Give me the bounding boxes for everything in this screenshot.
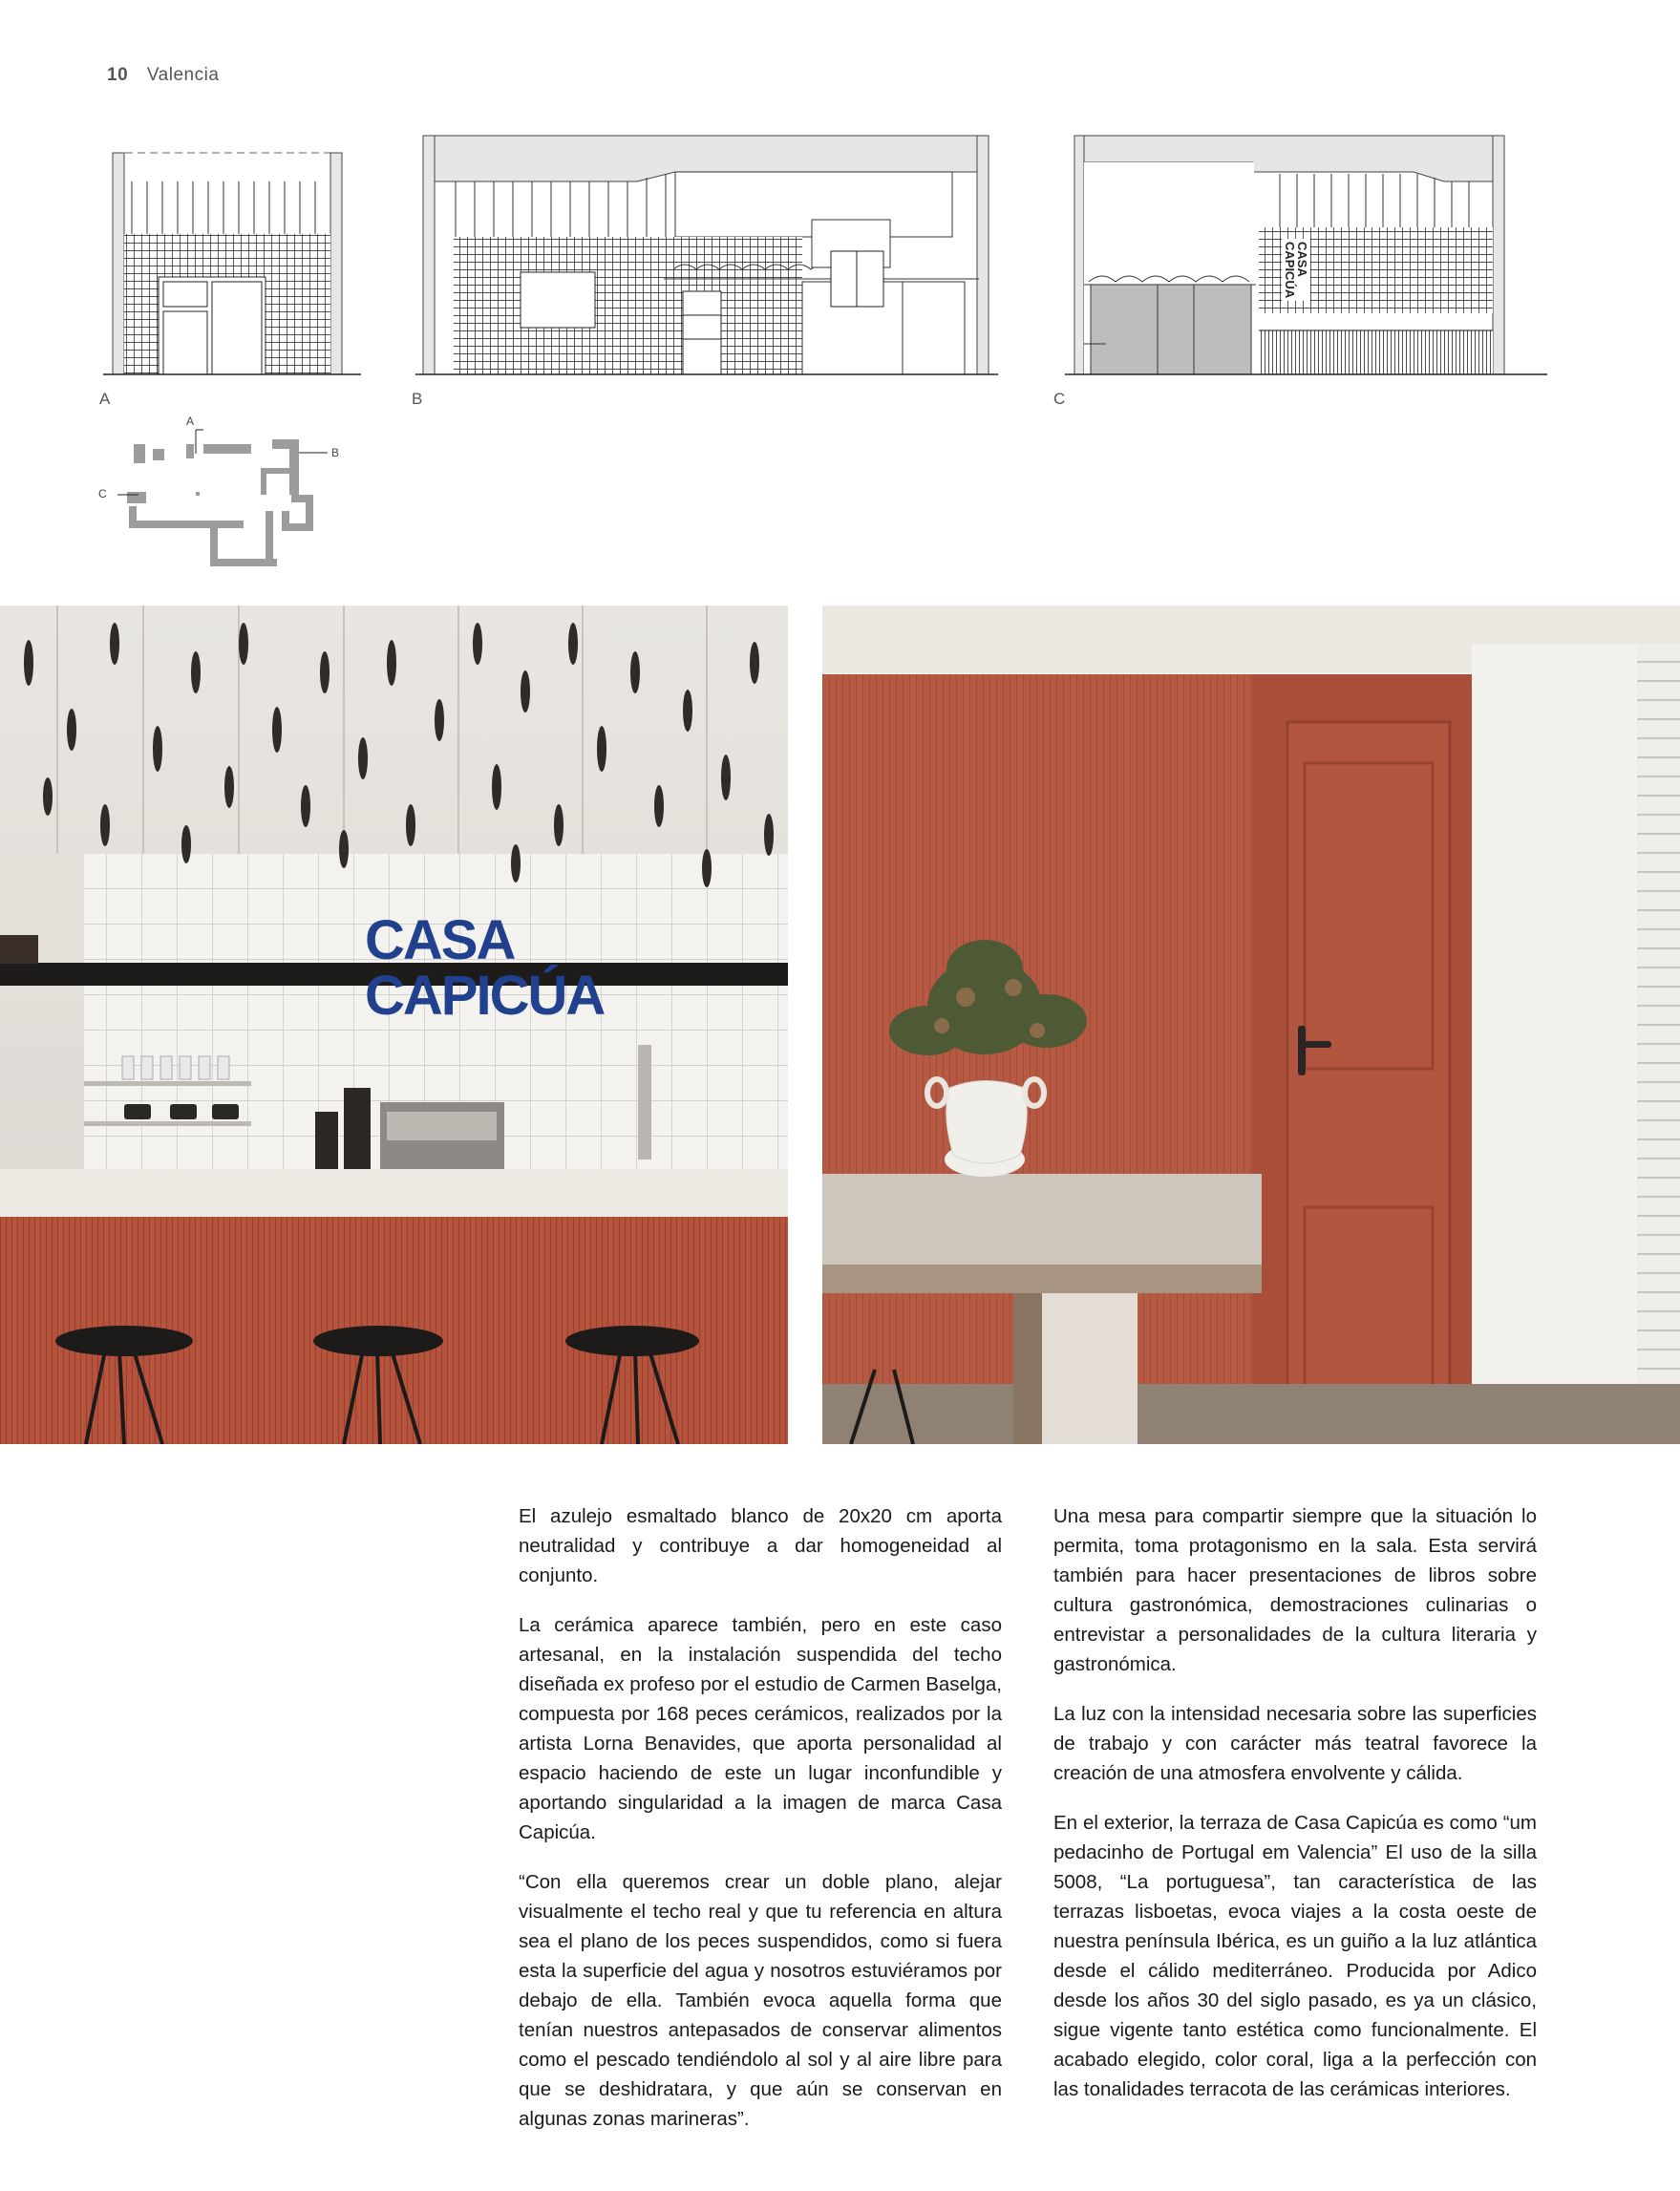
elevation-c-drawing [1051,124,1566,382]
paragraph: El azulejo esmaltado blanco de 20x20 cm aporta neutralidad y contribuye a dar homogeneidad al conjunto. [519,1505,1002,1586]
elevation-label-c: C [1053,390,1066,408]
sign-text-drawing: CASA CAPICÚA [1282,239,1310,301]
plan-marker-c: C [98,487,107,500]
paragraph: En el exterior, la terraza de Casa Capicúa es como “um pedacinho de Portugal em Valencia” El uso de la silla 5008, “La portuguesa”, tan característica de las terrazas lisboetas, evoca viajes a la costa oeste de nuestra península Ibérica, es un guiño a la luz atlántica desde el cálido mediterráneo. Producida por Adico desde los años 30 del siglo pasado, es ya un clásico, sigue vigente tanto estética como funcionalmente. El acabado elegido, color coral, liga a la perfección con las tonalidades terracota de las cerámicas interiores. [1053,1812,1537,2100]
elevation-b-drawing [406,124,1008,382]
elevation-label-a: A [99,390,111,408]
key-plan-drawing [98,411,358,573]
section-title: Valencia [146,65,220,85]
paragraph: “Con ella queremos crear un doble plano, alejar visualmente el techo real y que tu referencia en altura sea el plano de los peces suspendidos, como si fuera esta la superficie del agua y nosotros estuviéramos por debajo de ella. También evoca aquella forma que tenían nuestros antepasados de conservar alimentos como el pescado tendiéndolo al sol y al aire libre para que se deshidratara, y que aún se conservan en algunas zonas marineras”. [519,1871,1002,2130]
plan-marker-b: B [331,446,340,459]
paragraph: Una mesa para compartir siempre que la situación lo permita, toma protagonismo en la sala. Esta servirá también para hacer presentaciones de libros sobre cultura gastronómica, demostraciones culinarias o entrevistar a personalidades de la cultura literaria y gastronómica. [1053,1505,1537,1675]
page-header [107,65,219,86]
door-table-photo [822,606,1680,1444]
plan-marker-a: A [186,415,195,428]
text-column-right [1053,1501,1537,2124]
elevation-label-b: B [412,390,423,408]
paragraph: La luz con la intensidad necesaria sobre las superficies de trabajo y con carácter más teatral favorece la creación de una atmosfera envolvente y cálida. [1053,1703,1537,1784]
elevation-a-drawing [103,143,371,382]
bar-photo [0,606,788,1444]
bar-sign: CASA CAPICÚA [365,909,605,1027]
page-number: 10 [107,65,129,85]
paragraph: La cerámica aparece también, pero en este caso artesanal, en la instalación suspendida del techo diseñada ex profeso por el estudio de Carmen Baselga, compuesta por 168 peces cerámicos, realizados por la artista Lorna Benavides, que aporta personalidad al espacio haciendo de este un lugar inconfundible y aportando singularidad a la imagen de marca Casa Capicúa. [519,1614,1002,1843]
text-column-left [519,1501,1002,2154]
